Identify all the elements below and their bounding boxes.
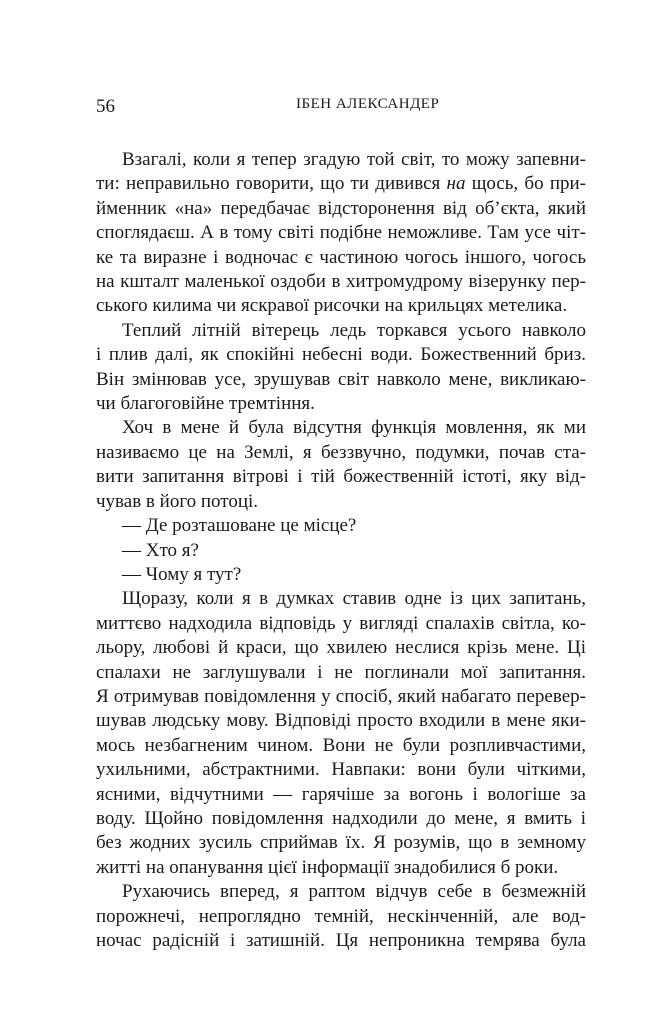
book-page (96, 90, 586, 953)
emphasis: на (446, 173, 466, 195)
text-line: Хоч в мене й була відсутня функція мовлення, як ми (122, 417, 586, 439)
page-number: 56 (96, 96, 115, 117)
text-line: порожнечі, непроглядно темній, нескінченній, але вод- (96, 905, 586, 927)
text-line: і плив далі, як спокійні небесні води. Божественний бриз. (96, 344, 586, 366)
paragraph (96, 880, 586, 953)
text-line: ти: неправильно говорити, що ти дивився на щось, бо при- (96, 173, 586, 195)
paragraph (96, 539, 586, 563)
paragraph (96, 416, 586, 514)
text-line: — Хто я? (122, 539, 199, 561)
text-line: ке та виразне і водночас є частиною чогось іншого, чогось (96, 246, 586, 268)
text-line: ухильними, абстрактними. Навпаки: вони були чіткими, (96, 759, 586, 781)
paragraph (96, 587, 586, 880)
text-line: вити запитання вітрові і тій божественній істоті, яку від- (96, 466, 586, 488)
text-line: Я отримував повідомлення у спосіб, який набагато перевер- (96, 685, 586, 707)
text-line: Теплий літній вітерець ледь торкався усього навколо (122, 319, 586, 341)
text-line: Рухаючись вперед, я раптом відчув себе в безмежній (122, 881, 586, 903)
paragraph (96, 319, 586, 417)
running-head: ІБЕН АЛЕКСАНДЕР (296, 96, 440, 112)
text-line: ського килима чи яскравої рисочки на крильцях метелика. (96, 295, 568, 317)
text-line: без жодних зусиль сприймав їх. Я розумів, що в земному (96, 832, 586, 854)
text-line: шував людську мову. Відповіді просто входили в мене яки- (96, 710, 586, 732)
paragraph (96, 148, 586, 319)
body-text (96, 148, 586, 953)
text-line: йменник «на» передбачає відсторонення від об’єкта, який (96, 197, 586, 219)
text-line: ночас радісній і затишній. Ця непроникна темрява була (96, 930, 586, 951)
text-line: називаємо це на Землі, я беззвучно, подумки, почав ста- (96, 441, 586, 463)
text-line: воду. Щойно повідомлення надходили до мене, я вмить і (96, 807, 586, 829)
text-line: на кшталт маленької оздоби в хитромудрому візерунку пер- (96, 271, 586, 293)
text-line: чував в його потоці. (96, 490, 259, 512)
text-line: Взагалі, коли я тепер згадую той світ, то можу запевни- (122, 149, 586, 170)
text-line: льору, любові й краси, що хвилею неслися крізь мене. Ці (96, 637, 586, 659)
text-line: Він змінював усе, зрушував світ навколо мене, викликаю- (96, 368, 586, 390)
paragraph (96, 514, 586, 538)
text-line: мось незбагненим чином. Вони не були розпливчастими, (96, 734, 586, 756)
text-line: миттєво надходила відповідь у вигляді спалахів світла, ко- (96, 612, 586, 634)
text-line: — Де розташоване це місце? (122, 515, 357, 537)
text-line: споглядаєш. А в тому світі подібне неможливе. Там усе чіт- (96, 222, 586, 244)
text-line: Щоразу, коли я в думках ставив одне із цих запитань, (122, 588, 586, 610)
text-line: — Чому я тут? (122, 563, 242, 585)
page-header (96, 90, 586, 120)
text-line: спалахи не заглушували і не поглинали мої запитання. (96, 661, 586, 683)
paragraph (96, 563, 586, 587)
text-line: ясними, відчутними — гарячіше за вогонь і вологіше за (96, 783, 586, 805)
text-line: житті на опанування цієї інформації знадобилися б роки. (96, 856, 559, 878)
text-line: чи благоговійне тремтіння. (96, 393, 315, 415)
